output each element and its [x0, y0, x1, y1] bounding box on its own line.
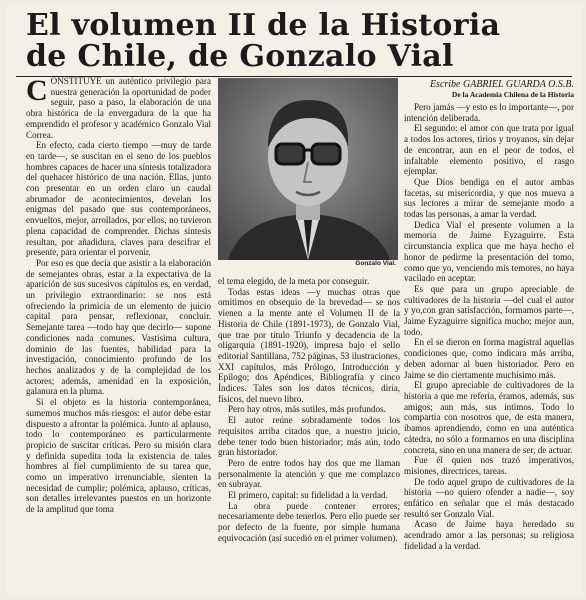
paragraph: el tema elegido, de la meta por conseguir. [218, 276, 370, 286]
paragraph: El primero, capital: su fidelidad a la verdad. [228, 490, 388, 501]
portrait-image [218, 78, 398, 260]
newspaper-clipping [6, 4, 582, 596]
paragraph: Que Dios bendiga en el autor ambas facetas, su misericordia, y que nos mueva a sus lectores a mirar de semejante modo a todas las personas, a amar la verdad. [404, 176, 574, 220]
paragraph: Pero jamás —y esto es lo importante—, por intención deliberada. [404, 102, 574, 123]
paragraph: Todas estas ideas —y muchas otras que omitimos en obsequio de la brevedad— se nos vienen a la mente ante el Volumen II de la Historia de Chile (1891-1973), de Gonzalo Vial, que trae por título Triunfo y decadencia de la oligarquía (1891-1920), impresa bajo el sello editorial Santillana, 752 páginas, 53 ilustraciones, XXI capítulos, más Prólogo, Introducción y Epílogo; dos Apéndices, Bibliografía y cinco Índices. Tales son los datos técnicos, diría, físicos, del nuevo libro. [218, 286, 400, 404]
paragraph: Es que para un grupo apreciable de cultivadores de la historia —del cual el autor y yo,con gran satisfacción, formamos parte—, Jaime Eyzaguirre significa mucho; mejor aun, todo. [404, 283, 574, 337]
paragraph: En el se dieron en forma magistral aquellas condiciones que, como indicara más arriba, deben adornar al buen historiador. Pero en Jaime se dio ciertamente muchísimo más. [404, 337, 574, 380]
author-photo [218, 78, 398, 260]
drop-cap: C [26, 74, 48, 107]
paragraph: El autor reúne sobradamente todos los requisitos arriba citados que, a nuestro juicio, debe tener todo buen historiador; más aún, todo gran historiador. [218, 415, 400, 458]
paragraph: Pero de entre todos hay dos que me llaman personalmente la atención y que me complazco en subrayar. [218, 457, 400, 490]
article-column-1 [26, 76, 211, 515]
paragraph: Pero hay otros, más sutiles, más profundos. [228, 404, 386, 415]
paragraph: CONSTITUYE un auténtico privilegio para nuestra generación la oportunidad de poder seguir, paso a paso, la elaboración de una obra histórica de la envergadura de la que ha emprendido el profesor y académico Gonzalo Vial Correa. [26, 74, 211, 140]
byline: Escribe GABRIEL GUARDA O.S.B. [429, 79, 574, 90]
paragraph: Por eso es que decía que asistir a la elaboración de semejantes obras, estar a la expectativa de la aparición de sus sucesivos capítulos es, en verdad, un privilegio extraordinario: se nos está ofreciendo la primicia de un elemento de juicio capital para pensar, reflexionar, concluir. Semejante tarea —todo hay que decirlo— supone condiciones nada comunes. Vastísima cultura, dominio de las fuentes, habilidad para la investigación, conocimiento profundo de los hechos analizados y de la complejidad de los actores; además, amenidad en la exposición, galanura en la pluma. [26, 257, 211, 397]
paragraph: El grupo apreciable de cultivadores de la historia a que me refería, éramos, además, sus amigos; aun más, sus íntimos. Todo lo compartía con nosotros que, de esta manera, íbamos aprendiendo, como en una auténtica cátedra, no sólo a formarnos en una disciplina concreta, sino en una manera de ser, de actuar. [404, 380, 574, 455]
article-column-2 [218, 276, 400, 544]
photo-caption: Gonzalo Vial. [355, 260, 396, 267]
article-column-3 [404, 102, 574, 552]
paragraph: En efecto, cada cierto tiempo —muy de tarde en tarde—, se suscitan en el seno de los pueblos hombres capaces de hacer una síntesis totalizadora del quehacer histórico de una nación. Ellas, junto con presentar en un orden claro un caudal abrumador de acontecimientos, develan los enigmas del pasado que sus contemporáneos, envueltos, mejor, arrollados, por ellos, no tuvieron plena capacidad de comprender. Dichas síntesis resultan, por añadidura, claves para descifrar el presente, para orientar el porvenir. [26, 140, 211, 258]
paragraph: Si el objeto es la historia contemporánea, sumemos muchos más riesgos: el autor debe estar dispuesto a afrontar la polémica. Junto al aplauso, todo lo contemporáneo es particularmente propicio de suscitar críticas. Pero su misión clara y definida supedita toda la existencia de tales hombres al fiel cumplimiento de su tarea que, como un imperativo irrenunciable, sienten la necesidad de cumplir; polémica, aplauso, críticas, son detalles irrelevantes puestos en un horizonte de la amplitud que toma [26, 397, 211, 515]
paragraph: Fue él quien nos trazó imperativos, misiones, directrices, tareas. [404, 455, 574, 476]
author-affiliation: De la Academia Chilena de la Historia [451, 90, 574, 99]
paragraph: El segundo: el amor con que trata por igual a todos los actores, tirios y troyanos, sin dejar de encontrar, aun en el peor de todos, el infaltable elemento positivo, el rasgo ejemplar. [404, 123, 574, 177]
paragraph: De todo aquel grupo de cultivadores de la historia —no quiero ofender a nadie—, soy enfático en señalar que el más destacado resultó ser Gonzalo Vial. [404, 476, 574, 519]
paragraph: La obra puede contener errores; necesariamente debe tenerlos. Pero ello puede ser por defecto de la fuente, por simple humana equivocación (así sucedió en el primer volumen). [218, 500, 400, 543]
headline: El volumen II de la Historia de Chile, de Gonzalo Vial [26, 8, 501, 74]
paragraph: Dedica Vial el presente volumen a la memoria de Jaime Eyzaguirre. Esta circunstancia explica que me haya hecho el honor de pedirme la presentación del tomo, como que yo, venciendo mis temores, no haya vacilado en aceptar. [404, 219, 574, 284]
paragraph: Acaso de Jaime haya heredado su acendrado amor a las personas; su religiosa fidelidad a la verdad. [404, 519, 574, 551]
